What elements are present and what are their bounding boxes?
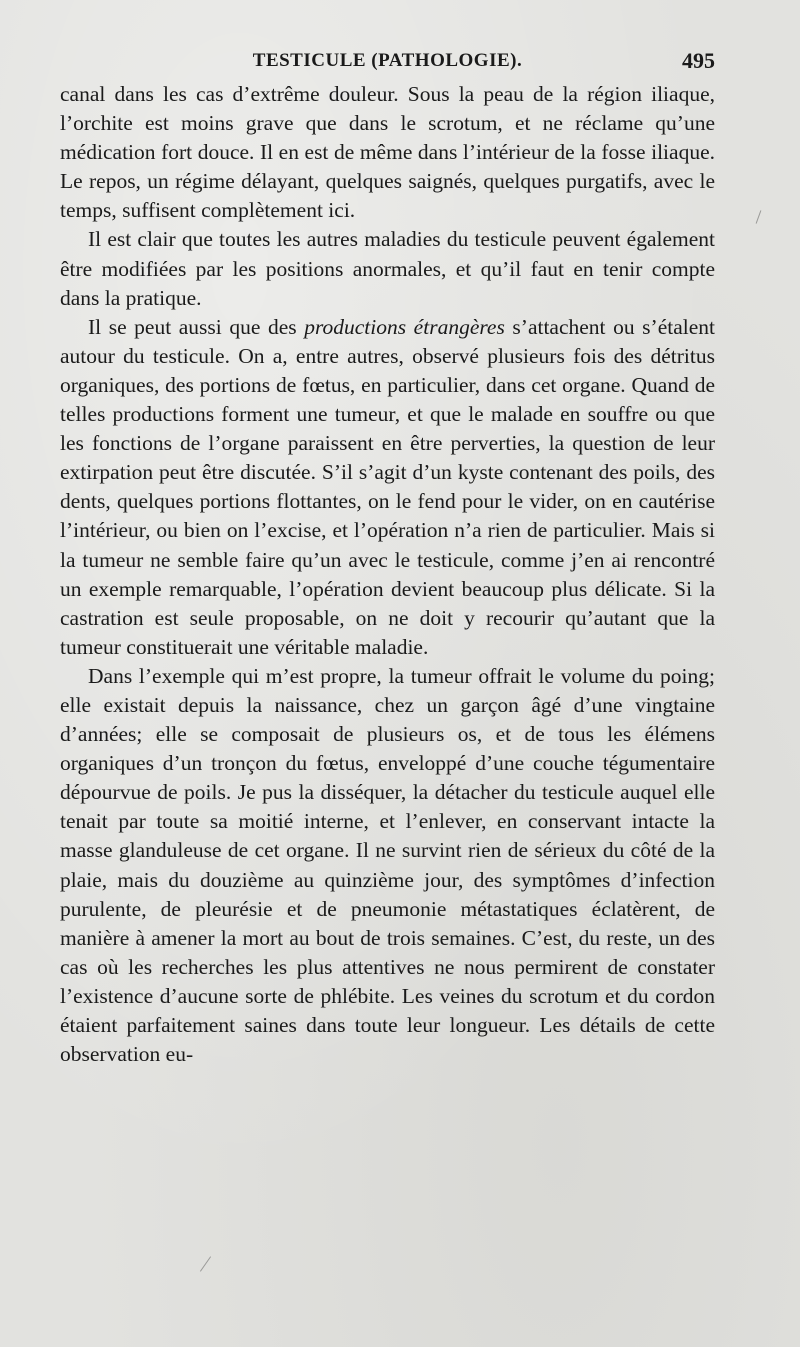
text-run: s’attachent ou s’étalent autour du testicule. On a, entre autres, observé plusieurs fois des détritus organiques, des portions de fœtus, en particulier, dans cet organe. Quand de telles productions forment une tumeur, et que le malade en souffre ou que les fonctions de l’organe paraissent en être perverties, la question de leur extirpation peut être discutée. S’il s’agit d’un kyste contenant des poils, des dents, quelques portions flottantes, on le fend pour le vider, on en cautérise l’intérieur, ou bien on l’excise, et l’opération n’a rien de particulier. Mais si la tumeur ne semble faire qu’un avec le testicule, comme j’en ai rencontré un exemple remarquable, l’opération devient beaucoup plus délicate. Si la castration est seule proposable, on ne doit y recourir qu’autant que la tumeur constituerait une véritable maladie. bbox=[60, 314, 715, 659]
margin-scratch bbox=[200, 1256, 211, 1271]
body-text bbox=[60, 80, 715, 1069]
text-run: Il se peut aussi que des bbox=[88, 314, 305, 339]
text-run: Il est clair que toutes les autres maladies du testicule peuvent également être modifiées par les positions anormales, et qu’il faut en tenir compte dans la pratique. bbox=[60, 227, 715, 310]
text-run: canal dans les cas d’extrême douleur. Sous la peau de la région iliaque, l’orchite est moins grave que dans le scrotum, et ne réclame qu’une médication fort douce. Il en est de même dans l’intérieur de la fosse iliaque. Le repos, un régime délayant, quelques saignés, quelques purgatifs, avec le temps, suffisent complètement ici. bbox=[60, 82, 715, 223]
page-number: 495 bbox=[682, 48, 715, 73]
text-run: Dans l’exemple qui m’est propre, la tumeur offrait le volume du poing; elle existait depuis la naissance, chez un garçon âgé d’une vingtaine d’années; elle se composait de plusieurs os, et de tous les élémens organiques d’un tronçon du fœtus, enveloppé d’une couche tégumentaire dépourvue de poils. Je pus la disséquer, la détacher du testicule auquel elle tenait par toute sa moitié interne, et l’enlever, en conservant intacte la masse glanduleuse de cet organe. Il ne survint rien de sérieux du côté de la plaie, mais du douzième au quinzième jour, des symptômes d’infection purulente, de pleurésie et de pneumonie métastatiques éclatèrent, de manière à amener la mort au bout de trois semaines. C’est, du reste, un des cas où les recherches les plus attentives ne nous permirent de constater l’existence d’aucune sorte de phlébite. Les veines du scrotum et du cordon étaient parfaitement saines dans toute leur longueur. Les détails de cette observation eu- bbox=[60, 663, 715, 1067]
paragraph bbox=[60, 80, 715, 225]
margin-scratch bbox=[756, 210, 762, 223]
italic-phrase: productions étrangères bbox=[304, 314, 505, 339]
running-title: TESTICULE (PATHOLOGIE). bbox=[252, 50, 523, 71]
paragraph bbox=[60, 662, 715, 1069]
paragraph bbox=[60, 313, 715, 662]
paragraph bbox=[60, 225, 715, 312]
page-header bbox=[60, 48, 715, 78]
